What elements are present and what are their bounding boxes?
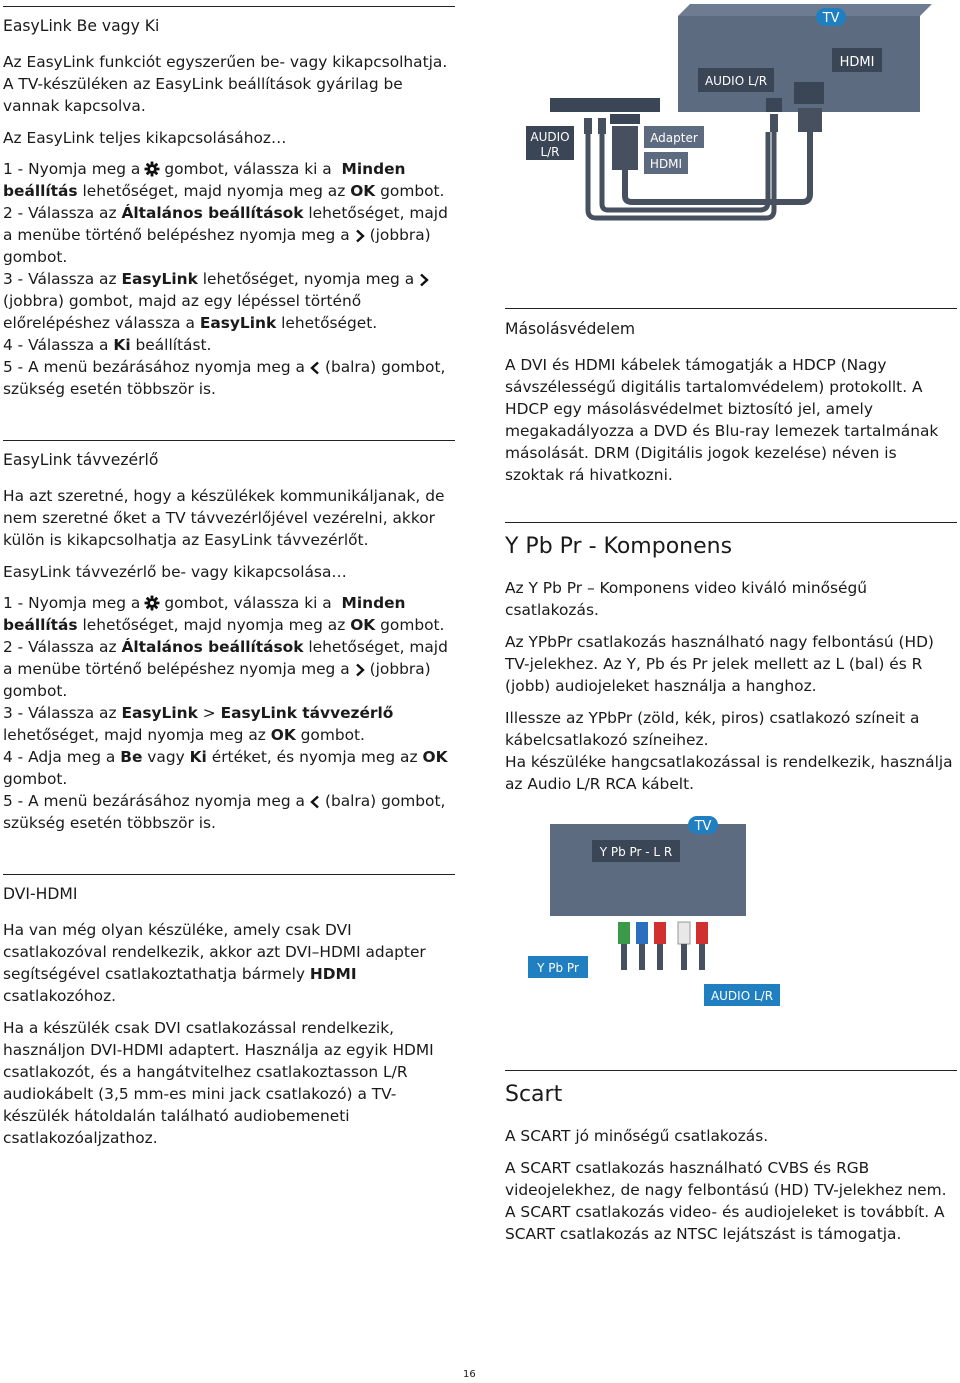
step-1: 1 - Nyomja meg a gombot, válassza ki a Minden beállítás lehetőséget, majd nyomja meg az OK gombot. bbox=[3, 594, 445, 634]
tv-hdmi-port bbox=[794, 82, 824, 104]
step-1: 1 - Nyomja meg a gombot, válassza ki a Minden beállítás lehetőséget, majd nyomja meg az OK gombot. bbox=[3, 160, 445, 200]
tv-tag-label: TV bbox=[694, 819, 712, 834]
paragraph: Az YPbPr csatlakozás használható nagy felbontású (HD) TV-jelekhez. Az Y, Pb és Pr jelek mellett az L (bal) és R (jobb) audiojeleket használja a hanghoz. bbox=[505, 633, 934, 695]
rca-plugs bbox=[618, 922, 708, 970]
ypbpr-tag-label: Y Pb Pr bbox=[537, 961, 579, 975]
chevron-right-icon bbox=[354, 229, 366, 243]
step-5: 5 - A menü bezárásához nyomja meg a (balra) gombot, szükség esetén többször is. bbox=[3, 792, 446, 832]
step-4: 4 - Adja meg a Be vagy Ki értéket, és nyomja meg az OK gombot. bbox=[3, 748, 448, 788]
section-title: Y Pb Pr - Komponens bbox=[505, 534, 733, 559]
hdmi-tag-label: HDMI bbox=[839, 55, 875, 70]
audio-lr-tag-label: AUDIO L/R bbox=[704, 74, 768, 88]
device-audio-tag-label-2: L/R bbox=[540, 145, 560, 159]
section-title: EasyLink Be vagy Ki bbox=[3, 17, 160, 35]
source-device bbox=[550, 98, 660, 112]
step-4: 4 - Válassza a Ki beállítást. bbox=[3, 336, 212, 354]
left-column bbox=[3, 6, 455, 1159]
section-copy-protection bbox=[505, 309, 957, 486]
tv-tag-label: TV bbox=[822, 11, 840, 26]
paragraph: EasyLink távvezérlő be- vagy kikapcsolása… bbox=[3, 563, 347, 581]
paragraph: A SCART jó minőségű csatlakozás. bbox=[505, 1127, 769, 1145]
paragraph: Ha van még olyan készüléke, amely csak DVI csatlakozóval rendelkezik, akkor azt DVI–HDMI adapter segítségével csatlakoztathatja bármely HDMI csatlakozóhoz. bbox=[3, 921, 426, 1005]
step-3: 3 - Válassza az EasyLink > EasyLink távvezérlő lehetőséget, majd nyomja meg az OK gombot. bbox=[3, 704, 394, 744]
section-title: Másolásvédelem bbox=[505, 320, 636, 338]
adapter-tag-label: Adapter bbox=[650, 131, 698, 145]
chevron-right-icon bbox=[354, 663, 366, 677]
tv-audio-port bbox=[766, 98, 782, 112]
paragraph: Ha azt szeretné, hogy a készülékek kommunikáljanak, de nem szeretné őket a TV távvezérlőjével vezérelni, akkor külön is kikapcsolhatja az EasyLink távvezérlőt. bbox=[3, 487, 445, 549]
page-number: 16 bbox=[463, 1369, 476, 1380]
section-dvi-hdmi bbox=[3, 875, 455, 1149]
paragraph: Az EasyLink teljes kikapcsolásához… bbox=[3, 129, 287, 147]
paragraph: Az EasyLink funkciót egyszerűen be- vagy kikapcsolhatja. A TV-készüléken az EasyLink beállítások gyárilag be vannak kapcsolva. bbox=[3, 53, 448, 115]
paragraph: Ha a készülék csak DVI csatlakozással rendelkezik, használjon DVI-HDMI adaptert. Használja az egyik HDMI csatlakozót, és a hangátvitelhez csatlakoztasson L/R audiokábelt (3,5 mm-es mini jack csatlakozó) a TV-készülék hátoldalán található audiobemeneti csatlakozóaljzathoz. bbox=[3, 1019, 434, 1147]
section-scart bbox=[505, 1071, 957, 1245]
section-easylink-remote bbox=[3, 441, 455, 834]
tv-body bbox=[550, 824, 746, 916]
section-title: DVI-HDMI bbox=[3, 885, 78, 903]
gear-icon bbox=[144, 161, 160, 177]
section-ypbpr bbox=[505, 523, 957, 795]
step-2: 2 - Válassza az Általános beállítások lehetőséget, majd a menübe történő belépéshez nyomja meg a (jobbra) gombot. bbox=[3, 204, 448, 266]
audio-tag-label: AUDIO L/R bbox=[710, 989, 774, 1003]
right-column bbox=[505, 308, 957, 805]
section-title: EasyLink távvezérlő bbox=[3, 451, 159, 469]
chevron-right-icon bbox=[418, 273, 430, 287]
chevron-left-icon bbox=[309, 795, 321, 809]
section-title: Scart bbox=[505, 1082, 563, 1107]
ypbpr-diagram bbox=[520, 812, 780, 1012]
device-audio-tag-label-1: AUDIO bbox=[530, 130, 570, 144]
paragraph: Illessze az YPbPr (zöld, kék, piros) csatlakozó színeit a kábelcsatlakozó színeihez. Ha készüléke hangcsatlakozással is rendelkezik, használja az Audio L/R RCA kábelt. bbox=[505, 709, 953, 793]
paragraph: A SCART csatlakozás használható CVBS és RGB videojelekhez, de nagy felbontású (HD) TV-jelekhez nem. A SCART csatlakozás video- és audiojeleket is továbbít. A SCART csatlakozás az NTSC lejátszást is támogatja. bbox=[505, 1159, 947, 1243]
dvi-hdmi-diagram bbox=[520, 0, 960, 230]
step-5: 5 - A menü bezárásához nyomja meg a (balra) gombot, szükség esetén többször is. bbox=[3, 358, 446, 398]
chevron-left-icon bbox=[309, 361, 321, 375]
small-hdmi-tag-label: HDMI bbox=[649, 157, 683, 171]
paragraph: A DVI és HDMI kábelek támogatják a HDCP (Nagy sávszélességű digitális tartalomvédelem) protokollt. A HDCP egy másolásvédelmet biztosító jel, amely megakadályozza a DVD és Blu-ray lemezek tartalmának másolását. DRM (Digitális jogok kezelése) néven is szoktak rá hivatkozni. bbox=[505, 356, 939, 484]
step-3: 3 - Válassza az EasyLink lehetőséget, nyomja meg a(jobbra) gombot, majd az egy lépéssel történő előrelépéshez válassza a EasyLink lehetőséget. bbox=[3, 268, 455, 334]
right-column-bottom bbox=[505, 1070, 957, 1255]
step-2: 2 - Válassza az Általános beállítások lehetőséget, majd a menübe történő belépéshez nyomja meg a (jobbra) gombot. bbox=[3, 638, 448, 700]
section-easylink-onoff bbox=[3, 7, 455, 400]
port-label: Y Pb Pr - L R bbox=[599, 845, 673, 859]
paragraph: Az Y Pb Pr – Komponens video kiváló minőségű csatlakozás. bbox=[505, 579, 868, 619]
gear-icon bbox=[144, 595, 160, 611]
